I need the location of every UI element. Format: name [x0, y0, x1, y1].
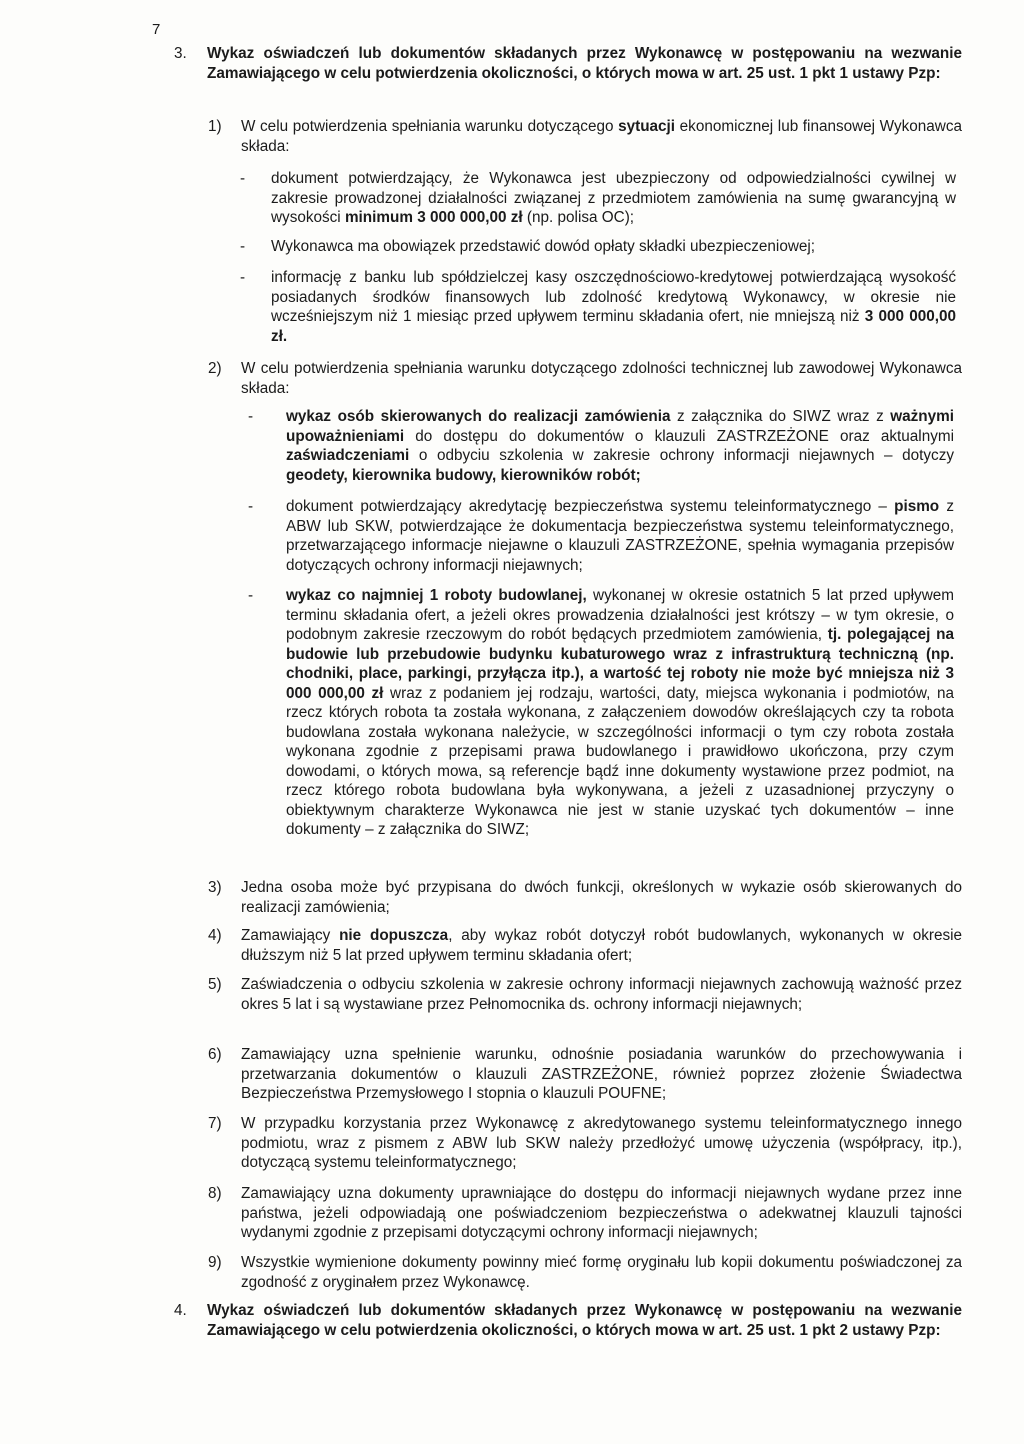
text-bold: zaświadczeniami: [286, 447, 410, 464]
item-number: 8): [208, 1185, 222, 1202]
section-number: 4.: [174, 1302, 187, 1319]
bullet-text: [286, 407, 954, 485]
item-2-bullet-1: [248, 407, 954, 485]
item-number: 4): [208, 927, 222, 944]
item-3: [208, 878, 962, 917]
text-part: W celu potwierdzenia spełniania warunku dotyczącego: [241, 118, 619, 135]
item-1-bullet-1: [240, 169, 956, 228]
text-part: dokument potwierdzający akredytację bezpieczeństwa systemu teleinformatycznego –: [286, 498, 895, 515]
bullet-dash: -: [240, 238, 246, 255]
bullet-text: [271, 268, 956, 346]
bullet-dash: -: [248, 587, 254, 604]
item-7: [208, 1114, 962, 1173]
text-bold: ważnymi upoważnieniami: [286, 408, 954, 445]
text-bold: nie dopuszcza: [339, 927, 449, 944]
item-text: Zaświadczenia o odbyciu szkolenia w zakresie ochrony informacji niejawnych zachowują ważność przez okres 5 lat i są wystawiane przez Pełnomocnika ds. ochrony informacji niejawnych;: [241, 976, 962, 1013]
text-bold: wykaz co najmniej 1 roboty budowlanej,: [286, 587, 587, 604]
item-text: W przypadku korzystania przez Wykonawcę z akredytowanego systemu teleinformatycznego innego podmiotu, wraz z pismem z ABW lub SKW należy przedłożyć umowę użyczenia (współpracy, itp.), dotyczącą systemu teleinformatycznego;: [241, 1115, 962, 1171]
bullet-text: [286, 497, 954, 575]
item-number: 3): [208, 879, 222, 896]
text-part: (np. polisa OC);: [522, 209, 635, 226]
section-title: Wykaz oświadczeń lub dokumentów składanych przez Wykonawcę w postępowaniu na wezwanie Zamawiającego w celu potwierdzenia okoliczności, o których mowa w art. 25 ust. 1 pkt 1 ustawy Pzp:: [207, 45, 962, 82]
item-number: 9): [208, 1254, 222, 1271]
text-bold: wykaz osób skierowanych do realizacji zamówienia: [286, 408, 671, 425]
item-number: 7): [208, 1115, 222, 1132]
text-bold: geodety, kierownika budowy, kierowników robót;: [286, 466, 641, 484]
text-part: o odbyciu szkolenia w zakresie ochrony informacji niejawnych – dotyczy: [409, 447, 954, 464]
text-part: wykonanej w okresie ostatnich 5 lat przed upływem terminu składania ofert, a jeżeli okres prowadzenia działalności jest krótszy – w tym okresie, o podobnym zakresie rzeczowym do robót będących przedmiotem zamówienia,: [286, 587, 955, 643]
section-4-heading: [174, 1301, 962, 1340]
text-part: z ABW lub SKW, potwierdzające że dokumentacja bezpieczeństwa systemu teleinformatycznego, przetwarzającego informacje niejawne o klauzuli ZASTRZEŻONE, spełnia wymagania przepisów dotyczących ochrony informacji niejawnych;: [286, 498, 954, 574]
item-1-bullet-2: [240, 237, 956, 257]
item-text: Zamawiający uzna spełnienie warunku, odnośnie posiadania warunków do przechowywania i przetwarzania dokumentów o klauzuli ZASTRZEŻONE, również poprzez złożenie Świadectwa Bezpieczeństwa Przemysłowego I stopnia o klauzuli POUFNE;: [241, 1046, 962, 1102]
item-2-bullet-2: [248, 497, 954, 575]
text-bold: minimum 3 000 000,00 zł: [344, 209, 523, 226]
item-1: [208, 117, 962, 156]
bullet-dash: -: [248, 408, 254, 425]
item-text: W celu potwierdzenia spełniania warunku dotyczącego zdolności technicznej lub zawodowej Wykonawca składa:: [241, 360, 962, 397]
item-number: 6): [208, 1046, 222, 1063]
item-text: [241, 926, 962, 965]
item-4: [208, 926, 962, 965]
text-part: z załącznika do SIWZ wraz z: [670, 408, 891, 425]
item-number: 2): [208, 360, 222, 377]
item-text: [241, 117, 962, 156]
item-2: [208, 359, 962, 398]
text-bold: pismo: [894, 498, 940, 515]
text-bold: sytuacji: [618, 118, 676, 135]
item-1-bullet-3: [240, 268, 956, 346]
text-part: wraz z podaniem jej rodzaju, wartości, daty, miejsca wykonania i podmiotów, na rzecz których robota ta została wykonana, z załączeniem dowodów określających czy ta robota budowlana została wykonana należycie, w szczególności informacji o tym czy robota została wykonana zgodnie z przepisami prawa budowlanego i prawidłowo ukończona, przy czym dowodami, o których mowa, są referencje bądź inne dokumenty wystawione przez podmiot, na rzecz którego robota budowlana była wykonywana, a jeżeli z uzasadnionej przyczyny o obiektywnym charakterze Wykonawca nie jest w stanie uzyskać tych dokumentów – inne dokumenty – z załącznika do SIWZ;: [286, 684, 954, 838]
bullet-dash: -: [248, 498, 254, 515]
bullet-dash: -: [240, 269, 246, 286]
item-2-bullet-3: [248, 586, 954, 840]
text-part: dokument potwierdzający, że Wykonawca jest ubezpieczony od odpowiedzialności cywilnej w zakresie prowadzonej działalności związanej z przedmiotem zamówienia na sumę gwarancyjną w wysokości: [271, 170, 956, 226]
text-part: Zamawiający: [241, 927, 340, 944]
section-3-heading: [174, 44, 962, 83]
page-number: 7: [152, 21, 161, 38]
item-number: 5): [208, 976, 222, 993]
bullet-text: [271, 169, 956, 228]
item-number: 1): [208, 118, 222, 135]
text-bold: 3 000 000,00 zł.: [271, 308, 956, 345]
section-title: Wykaz oświadczeń lub dokumentów składanych przez Wykonawcę w postępowaniu na wezwanie Zamawiającego w celu potwierdzenia okoliczności, o których mowa w art. 25 ust. 1 pkt 2 ustawy Pzp:: [207, 1302, 962, 1339]
item-9: [208, 1253, 962, 1292]
bullet-text: Wykonawca ma obowiązek przedstawić dowód opłaty składki ubezpieczeniowej;: [271, 238, 816, 255]
item-6: [208, 1045, 962, 1104]
text-bold: tj. polegającej na budowie lub przebudowie budynku kubaturowego wraz z infrastrukturą techniczną (np. chodniki, place, parkingi, przyłącza itp.), a wartość tej roboty nie może być mniejsza niż 3 000 000,00 zł: [286, 626, 955, 702]
item-text: Wszystkie wymienione dokumenty powinny mieć formę oryginału lub kopii dokumentu poświadczonej za zgodność z oryginałem przez Wykonawcę.: [241, 1254, 962, 1291]
item-5: [208, 975, 962, 1014]
item-8: [208, 1184, 962, 1243]
bullet-text: [286, 586, 954, 840]
item-text: Zamawiający uzna dokumenty uprawniające do dostępu do informacji niejawnych wydane przez inne państwa, jeżeli odpowiadają one poświadczeniom bezpieczeństwa o adekwatnej klauzuli tajności wydanymi zgodnie z przepisami dotyczącymi ochrony informacji niejawnych;: [241, 1185, 962, 1241]
text-part: ekonomicznej lub finansowej Wykonawca składa:: [241, 118, 963, 155]
section-number: 3.: [174, 45, 187, 62]
bullet-dash: -: [240, 170, 246, 187]
text-part: informację z banku lub spółdzielczej kasy oszczędnościowo-kredytowej potwierdzającą wysokość posiadanych środków finansowych lub zdolność kredytową Wykonawcy, w okresie nie wcześniejszym niż 1 miesiąc przed upływem terminu składania ofert, nie mniejszą niż: [271, 269, 956, 325]
text-part: , aby wykaz robót dotyczył robót budowlanych, wykonanych w okresie dłuższym niż 5 lat przed upływem terminu składania ofert;: [241, 927, 963, 964]
text-part: do dostępu do dokumentów o klauzuli ZASTRZEŻONE oraz aktualnymi: [404, 427, 954, 445]
item-text: Jedna osoba może być przypisana do dwóch funkcji, określonych w wykazie osób skierowanych do realizacji zamówienia;: [241, 879, 962, 916]
